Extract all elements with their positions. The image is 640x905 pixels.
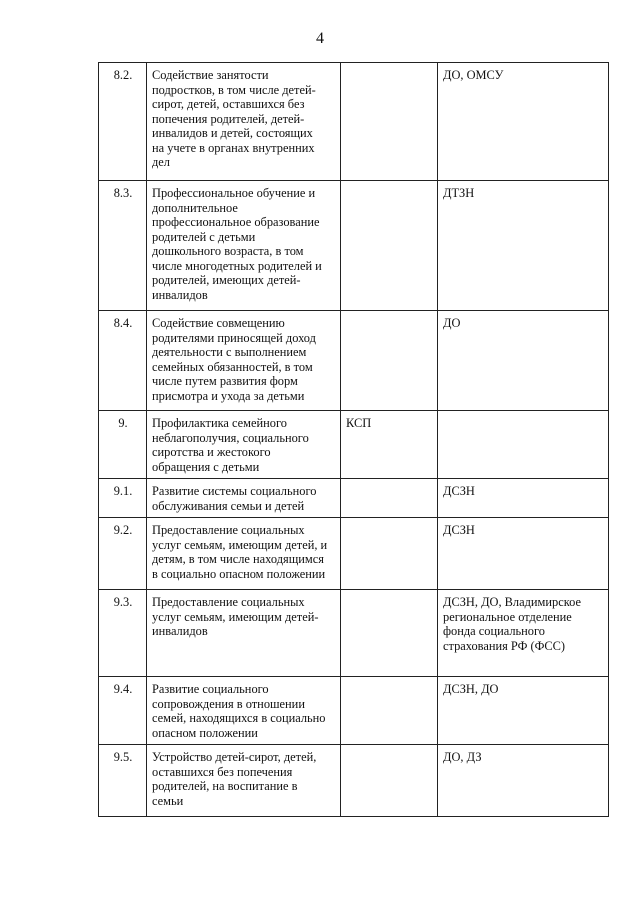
row-number: 9.1. bbox=[99, 479, 147, 518]
table-row bbox=[99, 745, 609, 817]
term-cell bbox=[341, 311, 438, 411]
term-cell bbox=[341, 479, 438, 518]
measure-text: Содействие занятости подростков, в том числе детей- сирот, детей, оставшихся без попечения родителей, детей- инвалидов и детей, состоящих на учете в органах внутренних дел bbox=[147, 63, 341, 181]
term-cell bbox=[341, 590, 438, 677]
table-row bbox=[99, 677, 609, 745]
term-cell bbox=[341, 518, 438, 590]
measure-text: Развитие социального сопровождения в отношении семей, находящихся в социально опасном положении bbox=[147, 677, 341, 745]
row-number: 9.4. bbox=[99, 677, 147, 745]
measure-text: Развитие системы социального обслуживания семьи и детей bbox=[147, 479, 341, 518]
row-number: 8.3. bbox=[99, 181, 147, 311]
table-row bbox=[99, 411, 609, 479]
table-row bbox=[99, 479, 609, 518]
table-row bbox=[99, 311, 609, 411]
executor-cell: ДСЗН bbox=[438, 518, 609, 590]
executor-cell: ДО, ОМСУ bbox=[438, 63, 609, 181]
executor-cell: ДО bbox=[438, 311, 609, 411]
table-row bbox=[99, 518, 609, 590]
executor-cell: ДСЗН bbox=[438, 479, 609, 518]
measure-text: Предоставление социальных услуг семьям, имеющим детей- инвалидов bbox=[147, 590, 341, 677]
executor-cell: ДСЗН, ДО, Владимирское региональное отделение фонда социального страхования РФ (ФСС) bbox=[438, 590, 609, 677]
term-cell bbox=[341, 181, 438, 311]
executor-cell: ДСЗН, ДО bbox=[438, 677, 609, 745]
term-cell bbox=[341, 63, 438, 181]
measure-text: Профессиональное обучение и дополнительное профессиональное образование родителей с детьми дошкольного возраста, в том числе многодетных родителей и родителей, имеющих детей- инвалидов bbox=[147, 181, 341, 311]
measure-text: Содействие совмещению родителями приносящей доход деятельности с выполнением семейных обязанностей, в том числе путем развития форм присмотра и ухода за детьми bbox=[147, 311, 341, 411]
measure-text: Устройство детей-сирот, детей, оставшихся без попечения родителей, на воспитание в семьи bbox=[147, 745, 341, 817]
row-number: 9.5. bbox=[99, 745, 147, 817]
row-number: 9. bbox=[99, 411, 147, 479]
row-number: 9.2. bbox=[99, 518, 147, 590]
measure-text: Предоставление социальных услуг семьям, имеющим детей, и детям, в том числе находящимся в социально опасном положении bbox=[147, 518, 341, 590]
executor-cell: ДО, ДЗ bbox=[438, 745, 609, 817]
row-number: 8.2. bbox=[99, 63, 147, 181]
row-number: 9.3. bbox=[99, 590, 147, 677]
table-row bbox=[99, 63, 609, 181]
measures-table bbox=[98, 62, 609, 817]
term-cell bbox=[341, 677, 438, 745]
term-cell: КСП bbox=[341, 411, 438, 479]
term-cell bbox=[341, 745, 438, 817]
table-row bbox=[99, 181, 609, 311]
table-row bbox=[99, 590, 609, 677]
measure-text: Профилактика семейного неблагополучия, социального сиротства и жестокого обращения с детьми bbox=[147, 411, 341, 479]
executor-cell bbox=[438, 411, 609, 479]
row-number: 8.4. bbox=[99, 311, 147, 411]
executor-cell: ДТЗН bbox=[438, 181, 609, 311]
page-number: 4 bbox=[316, 30, 324, 47]
